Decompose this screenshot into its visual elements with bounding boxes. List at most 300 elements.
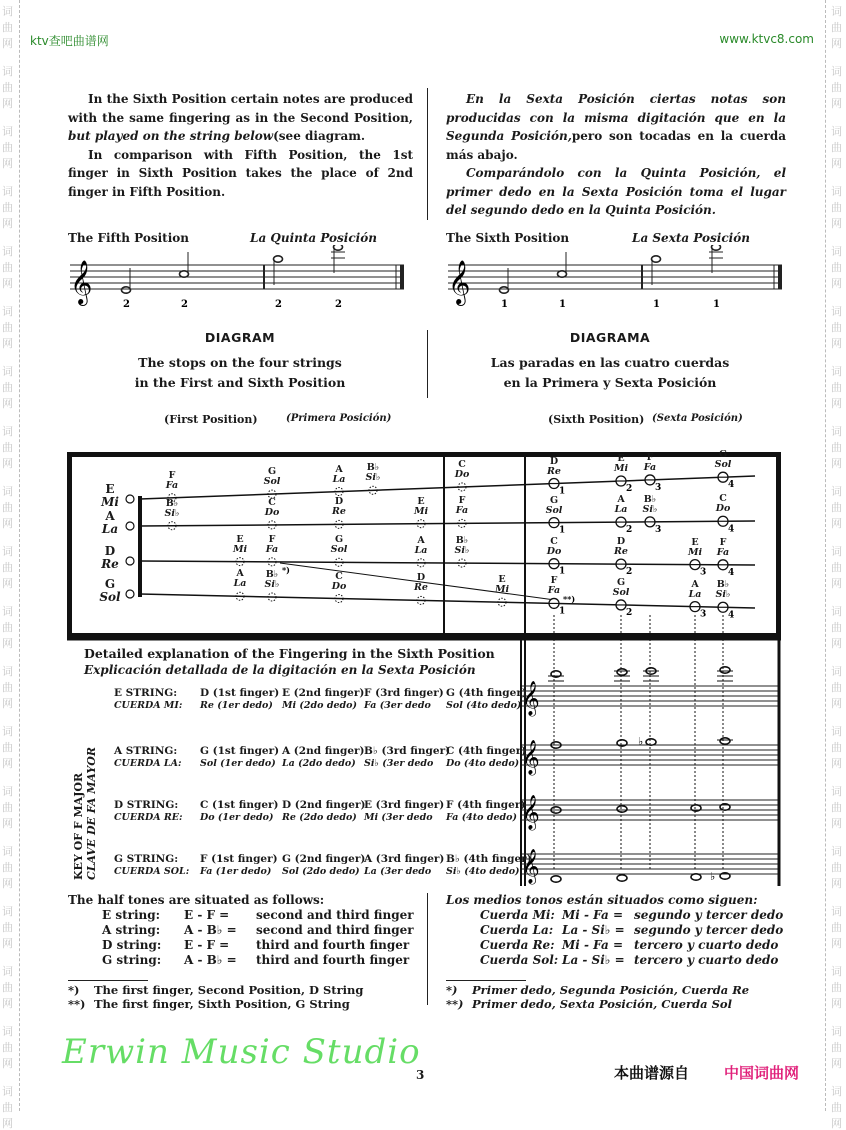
string-name-es: La (101, 522, 119, 536)
finger-cell-es: Si♭ (3er dedo (364, 758, 434, 769)
watermark-glyph: 网 (831, 397, 842, 410)
finger-number: 3 (655, 524, 662, 535)
note-label (633, 453, 667, 473)
note-name: F (646, 451, 654, 463)
note-label (633, 495, 667, 515)
string-name: E (105, 482, 115, 496)
treble-clef-icon: 𝄞 (522, 740, 540, 775)
footnote-mark: **) (68, 997, 86, 1011)
finger-cell-en: A (3rd finger) (364, 853, 445, 865)
note-name: F (550, 575, 558, 587)
watermark-glyph: 词 (831, 905, 842, 918)
fingering-number: 1 (713, 299, 720, 310)
note-name-es: La (233, 578, 247, 590)
footnote (446, 983, 749, 997)
finger-cell-es: Do (1er dedo) (200, 812, 274, 823)
page-number: 3 (416, 1068, 425, 1082)
half-tone-row (102, 953, 414, 968)
note-label (706, 494, 740, 514)
watermark-glyph: 网 (831, 157, 842, 170)
footnote-text: The first finger, Sixth Position, G String (94, 997, 350, 1011)
finger-number: 2 (626, 525, 633, 536)
finger-cell-en: D (1st finger) (200, 687, 280, 699)
finger-number: 3 (700, 609, 707, 620)
watermark-glyph: 曲 (2, 321, 13, 334)
note-name-es: Si♭ (164, 507, 180, 519)
footnote (446, 997, 749, 1011)
half-tones-en (68, 893, 414, 968)
note-label (706, 538, 740, 558)
note-label (322, 465, 356, 485)
note-label (445, 536, 479, 556)
note-name-es: Sol (612, 586, 630, 598)
watermark-glyph: 词 (2, 425, 13, 438)
treble-clef-icon: 𝄞 (522, 681, 540, 716)
finger-cell-en: D (2nd finger) (282, 799, 366, 811)
watermark-glyph: 词 (831, 605, 842, 618)
watermark-glyph: 网 (831, 757, 842, 770)
watermark-glyph: 网 (831, 517, 842, 530)
note-name: F (458, 495, 466, 507)
intro-es-text: pero son tocadas en la cuerda más abajo. (446, 129, 786, 162)
note-name: A (335, 463, 343, 475)
fingering-number: 2 (335, 299, 342, 310)
whole-note (691, 874, 701, 880)
note-name-es: Do (331, 580, 347, 592)
flat-sign-icon: ♭ (638, 735, 644, 748)
note-label (322, 535, 356, 555)
finger-cell-en: G (1st finger) (200, 745, 280, 757)
note-label (604, 578, 638, 598)
diagrama-desc-2: en la Primera y Sexta Posición (503, 375, 717, 390)
half-tones-divider (427, 893, 428, 1005)
note-name-es: Do (454, 468, 470, 480)
watermark-glyph: 词 (831, 1085, 842, 1098)
treble-clef-icon: 𝄞 (522, 795, 540, 830)
watermark-glyph: 网 (831, 997, 842, 1010)
note-label (445, 460, 479, 480)
note-label (255, 535, 289, 555)
watermark-glyph: 曲 (831, 501, 842, 514)
fingering-number: 1 (653, 299, 660, 310)
half-tone-string: Cuerda Re: (480, 938, 555, 952)
footnotes-es (446, 983, 749, 1011)
note-name: C (719, 493, 727, 505)
watermark-glyph: 曲 (831, 21, 842, 34)
string-name-es: Re (101, 557, 119, 571)
note-label (537, 457, 571, 477)
watermark-glyph: 网 (831, 277, 842, 290)
note-name: F (168, 469, 176, 481)
half-tone-row (102, 938, 414, 953)
finger-number: 3 (700, 567, 707, 578)
finger-cell-es: Re (2do dedo) (282, 812, 357, 823)
half-tone-row (102, 923, 414, 938)
watermark-glyph: 网 (831, 637, 842, 650)
diagrama-desc-1: Las paradas en las cuatro cuerdas (490, 355, 730, 370)
half-tone-row (480, 938, 783, 953)
watermark-glyph: 曲 (831, 81, 842, 94)
watermark-glyph: 曲 (2, 381, 13, 394)
whole-note (617, 806, 627, 812)
note-name-es: La (614, 504, 628, 516)
watermark-glyph: 网 (2, 457, 13, 470)
watermark-glyph: 词 (2, 845, 13, 858)
watermark-glyph: 曲 (2, 441, 13, 454)
explanation-title-en: Detailed explanation of the Fingering in the Sixth Position (84, 646, 495, 661)
note-label (537, 496, 571, 516)
diagram-title: DIAGRAM (204, 330, 276, 345)
watermark-glyph: 词 (831, 785, 842, 798)
finger-cell-es: Re (1er dedo) (200, 700, 273, 711)
watermark-glyph: 网 (831, 37, 842, 50)
half-tone-string: G string: (102, 953, 162, 967)
note-name: A (617, 494, 625, 506)
note-name: B♭ (716, 579, 730, 591)
note-name-es: Do (715, 503, 731, 515)
finger-cell-es: La (2do dedo) (282, 758, 356, 769)
half-tone-notes: A - B♭ = (184, 923, 237, 937)
studio-logo: Erwin Music Studio (62, 1032, 421, 1072)
footnote-mark: *) (446, 983, 458, 997)
watermark-glyph: 词 (831, 185, 842, 198)
note-name-es: Sol (263, 476, 281, 488)
half-tone-fingers: second and third finger (256, 923, 414, 937)
watermark-glyph: 网 (831, 937, 842, 950)
watermark-glyph: 曲 (831, 681, 842, 694)
fingering-number: 2 (275, 299, 282, 310)
watermark-glyph: 曲 (2, 501, 13, 514)
string-row-en: G STRING: (114, 853, 179, 865)
note-label (537, 537, 571, 557)
watermark-glyph: 词 (831, 545, 842, 558)
watermark-glyph: 曲 (2, 561, 13, 574)
note-name: B♭ (455, 535, 469, 547)
footnotes-en (68, 983, 363, 1011)
note-name-es: Fa (265, 543, 279, 555)
half-tones-title-es: Los medios tonos están situados como siguen: (446, 893, 758, 907)
note-label (445, 496, 479, 516)
watermark-glyph: 网 (831, 697, 842, 710)
watermark-glyph: 曲 (831, 141, 842, 154)
watermark-glyph: 词 (831, 305, 842, 318)
footnote (68, 997, 363, 1011)
note-name-es: Mi (494, 584, 510, 596)
watermark-glyph: 曲 (831, 441, 842, 454)
fingering-number: 1 (559, 299, 566, 310)
half-tone-notes: E - F = (184, 908, 230, 922)
note-name: C (458, 458, 466, 470)
footnote (68, 983, 363, 997)
note-label (255, 498, 289, 518)
treble-clef-icon: 𝄞 (522, 849, 540, 884)
half-tone-string: D string: (102, 938, 162, 952)
site-watermark-right[interactable]: www.ktvc8.com (719, 32, 814, 46)
first-position-label-es: (Primera Posición) (286, 413, 392, 424)
string-row-es: CUERDA MI: (114, 700, 183, 711)
watermark-glyph: 词 (2, 125, 13, 138)
note-label (706, 580, 740, 600)
note-name-es: Fa (165, 479, 179, 491)
watermark-glyph: 曲 (2, 261, 13, 274)
half-tone-row (480, 923, 783, 938)
finger-number: 1 (559, 566, 566, 577)
note-name-es: Do (546, 545, 562, 557)
note-label (537, 576, 571, 596)
note-name: G (718, 449, 728, 461)
watermark-glyph: 网 (831, 337, 842, 350)
explanation-staves (520, 638, 782, 888)
sixth-position-title: The Sixth Position (446, 231, 570, 245)
half-tone-string: Cuerda Sol: (480, 953, 559, 967)
note-label (223, 569, 257, 589)
note-name-es: Fa (716, 546, 730, 558)
watermark-glyph: 网 (2, 397, 13, 410)
watermark-glyph: 词 (2, 905, 13, 918)
watermark-glyph: 词 (2, 245, 13, 258)
half-tones-es (446, 893, 783, 968)
intro-en-text-2: (see diagram. (273, 129, 366, 143)
watermark-glyph: 词 (831, 965, 842, 978)
half-tone-string: Cuerda La: (480, 923, 554, 937)
string-label (92, 578, 128, 604)
note-name: B♭ (643, 493, 657, 505)
note-name: C (268, 496, 276, 508)
note-label (404, 573, 438, 593)
watermark-glyph: 词 (2, 1085, 13, 1098)
watermark-glyph: 词 (2, 605, 13, 618)
watermark-glyph: 曲 (2, 1101, 13, 1114)
note-name-es: Mi (232, 543, 248, 555)
watermark-glyph: 网 (2, 757, 13, 770)
finger-number: 4 (728, 567, 735, 578)
note-name-es: Do (264, 506, 280, 518)
watermark-glyph: 曲 (2, 201, 13, 214)
watermark-glyph: 曲 (831, 1041, 842, 1054)
note-name-es: Mi (613, 463, 629, 474)
watermark-glyph: 网 (831, 577, 842, 590)
intro-en-text-1: In the Sixth Position certain notes are produced with the same fingering as in the Second Position, (68, 92, 413, 125)
watermark-glyph: 网 (2, 517, 13, 530)
key-en: KEY OF F MAJOR (72, 772, 85, 880)
finger-cell-es: La (3er dedo (364, 866, 432, 877)
finger-cell-en: C (1st finger) (200, 799, 279, 811)
watermark-glyph: 网 (2, 337, 13, 350)
note-name: G (549, 494, 559, 506)
note-name: D (549, 455, 559, 467)
diagrama-title: DIAGRAMA (569, 330, 651, 345)
footnote-text: The first finger, Second Position, D String (94, 983, 364, 997)
diagram-desc-2: in the First and Sixth Position (134, 375, 346, 390)
note-label (322, 572, 356, 592)
watermark-glyph: 网 (831, 97, 842, 110)
finger-cell-en: G (2nd finger) (282, 853, 366, 865)
finger-cell-en: B♭ (4th finger) (446, 853, 532, 865)
note-label (255, 467, 289, 487)
finger-cell-es: Sol (1er dedo) (200, 758, 276, 769)
sixth-position-label-es: (Sexta Posición) (652, 413, 743, 424)
watermark-glyph: 词 (2, 305, 13, 318)
fifth-position-title: The Fifth Position (68, 231, 190, 245)
note-label (404, 536, 438, 556)
half-tone-row (480, 908, 783, 923)
half-tone-fingers: tercero y cuarto dedo (634, 938, 779, 952)
string-name-es: Sol (99, 590, 121, 604)
finger-number: 4 (728, 524, 735, 535)
note-name: G (616, 576, 626, 588)
watermark-glyph: 曲 (831, 261, 842, 274)
finger-cell-en: F (4th finger) (446, 799, 526, 811)
intro-es-para-2: Comparándolo con la Quinta Posición, el primer dedo en la Sexta Posición toma el lugar del segundo dedo en la Quinta Posición. (446, 166, 786, 217)
whole-note (617, 875, 627, 881)
note-name: B♭ (165, 497, 179, 509)
note-name-es: Sol (545, 504, 563, 516)
watermark-glyph: 词 (831, 365, 842, 378)
watermark-glyph: 网 (831, 1057, 842, 1070)
explanation-title-es: Explicación detallada de la digitación en la Sexta Posición (84, 663, 476, 677)
watermark-glyph: 网 (831, 217, 842, 230)
whole-note (720, 667, 730, 673)
watermark-glyph: 词 (2, 5, 13, 18)
watermark-glyph: 曲 (831, 201, 842, 214)
watermark-glyph: 网 (2, 877, 13, 890)
watermark-glyph: 词 (2, 545, 13, 558)
string-row-es: CUERDA LA: (114, 758, 182, 769)
note-name: F (268, 533, 276, 545)
watermark-glyph: 词 (2, 785, 13, 798)
string-row-en: E STRING: (114, 687, 178, 699)
watermark-glyph: 词 (831, 1025, 842, 1038)
watermark-glyph: 网 (831, 457, 842, 470)
note-name-es: La (414, 544, 428, 556)
note-name-es: Mi (687, 546, 703, 558)
watermark-glyph: 网 (2, 1117, 13, 1130)
finger-number: 4 (728, 480, 735, 491)
watermark-glyph: 曲 (831, 981, 842, 994)
note-label (485, 575, 519, 595)
half-tones-title: The half tones are situated as follows: (68, 893, 325, 907)
source-site-link[interactable]: 中国词曲网 (724, 1064, 800, 1082)
watermark-glyph: 词 (2, 65, 13, 78)
watermark-glyph: 网 (2, 637, 13, 650)
finger-cell-es: Sol (2do dedo) (282, 866, 360, 877)
note-name-es: Re (332, 506, 346, 518)
watermark-glyph: 词 (831, 665, 842, 678)
finger-number: 2 (626, 567, 633, 578)
finger-cell-es: Si♭ (4to dedo) (446, 866, 520, 877)
finger-number: 1 (559, 525, 566, 536)
watermark-glyph: 词 (831, 485, 842, 498)
site-watermark-left[interactable]: ktv查吧曲谱网 (30, 34, 109, 48)
finger-cell-es: Sol (4to dedo) (446, 700, 522, 711)
note-name-es: Re (414, 582, 428, 594)
footnote-mark: **) (446, 997, 464, 1011)
watermark-glyph: 曲 (831, 561, 842, 574)
note-name-es: Si♭ (642, 503, 658, 515)
finger-number: 2 (626, 607, 633, 618)
watermark-glyph: 网 (2, 157, 13, 170)
half-tone-fingers: third and fourth finger (256, 953, 410, 967)
watermark-glyph: 词 (2, 965, 13, 978)
string-row-en: D STRING: (114, 799, 179, 811)
watermark-glyph: 曲 (2, 741, 13, 754)
finger-cell-en: A (2nd finger) (282, 745, 365, 757)
finger-cell-es: Do (4to dedo) (446, 758, 520, 769)
finger-cell-es: Mi (3er dedo (364, 812, 433, 823)
half-tone-notes: Mi - Fa = (562, 908, 624, 922)
half-tone-notes: E - F = (184, 938, 230, 952)
watermark-glyph: 词 (831, 5, 842, 18)
note-label (404, 497, 438, 517)
watermark-glyph: 网 (2, 277, 13, 290)
note-name-es: Si♭ (365, 472, 381, 484)
note-label (155, 471, 189, 491)
note-name: B♭ (265, 569, 279, 580)
watermark-glyph: 网 (2, 577, 13, 590)
note-label (223, 535, 257, 555)
intro-en-para-2: In comparison with Fifth Position, the 1st finger in Sixth Position takes the place of 2nd finger in Fifth Position. (68, 147, 413, 199)
note-label (706, 450, 740, 470)
intro-es-italic: En la Sexta Posición ciertas notas son producidas con la misma digitación que en la Segunda Posición, (446, 92, 786, 143)
finger-cell-en: F (1st finger) (200, 853, 278, 865)
watermark-glyph: 曲 (2, 621, 13, 634)
finger-number: 2 (626, 484, 633, 495)
note-name: E (417, 495, 425, 507)
watermark-glyph: 曲 (831, 621, 842, 634)
watermark-glyph: 曲 (831, 321, 842, 334)
watermark-glyph: 词 (831, 65, 842, 78)
finger-number: 4 (728, 610, 735, 621)
watermark-glyph: 词 (2, 725, 13, 738)
watermark-glyph: 词 (2, 365, 13, 378)
key-label (72, 747, 98, 880)
note-name: G (334, 534, 344, 546)
watermark-glyph: 词 (2, 185, 13, 198)
watermark-glyph: 曲 (831, 381, 842, 394)
half-tone-notes: La - Si♭ = (562, 953, 625, 967)
note-name: B♭ (366, 462, 380, 474)
half-tone-fingers: segundo y tercer dedo (634, 923, 784, 937)
half-tone-fingers: segundo y tercer dedo (634, 908, 784, 922)
half-tone-string: Cuerda Mi: (480, 908, 555, 922)
string-name: D (104, 544, 116, 558)
finger-cell-es: Fa (1er dedo) (200, 866, 272, 877)
diagram-desc-1: The stops on the four strings (138, 355, 342, 370)
watermark-glyph: 曲 (2, 21, 13, 34)
string-row-es: CUERDA SOL: (114, 866, 190, 877)
note-name-es: La (688, 588, 702, 600)
note-name: D (334, 496, 344, 508)
finger-cell-en: B♭ (3rd finger) (364, 745, 451, 757)
footnote-rule-en (68, 980, 148, 981)
finger-number: 3 (655, 482, 662, 493)
half-tone-row (102, 908, 414, 923)
note-name-es: La (332, 473, 346, 485)
watermark-glyph: 网 (831, 877, 842, 890)
half-tone-string: A string: (102, 923, 161, 937)
watermark-glyph: 网 (2, 217, 13, 230)
finger-cell-es: Fa (3er dedo (364, 700, 431, 711)
note-name-es: Fa (547, 585, 561, 597)
note-label (604, 537, 638, 557)
note-name-es: Sol (330, 544, 348, 556)
note-name: E (236, 533, 244, 545)
note-name-es: Si♭ (715, 589, 731, 601)
half-tone-fingers: tercero y cuarto dedo (634, 953, 779, 967)
watermark-glyph: 网 (831, 817, 842, 830)
finger-cell-en: E (2nd finger) (282, 687, 365, 699)
watermark-glyph: 曲 (831, 1101, 842, 1114)
